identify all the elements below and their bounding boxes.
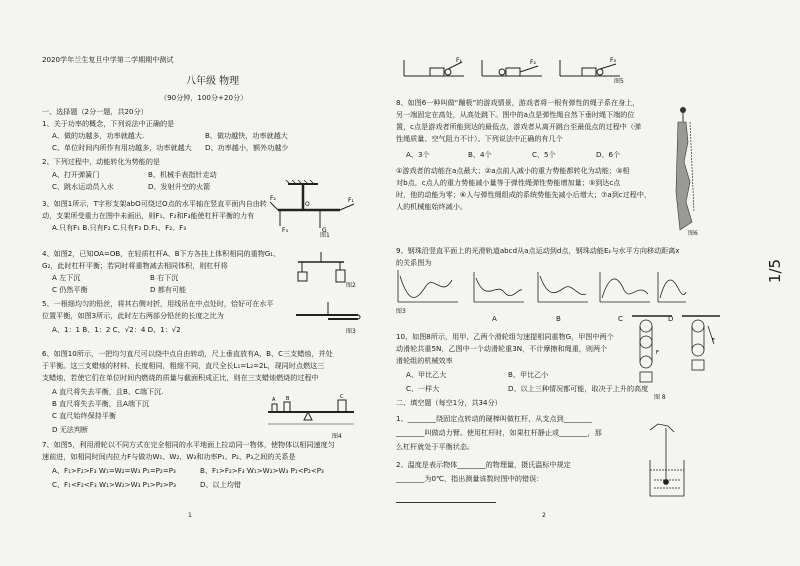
svg-text:A: A	[272, 397, 276, 403]
q1-stem: 1、关于功率的概念，下列说法中正确的是	[42, 119, 175, 128]
q8-option-d: D、6个	[596, 150, 621, 159]
q6-option-a: A 直尺将失去平衡，且B、C端下沉.	[52, 387, 164, 396]
q8-statements-line1: ①游戏者的动能在a点最大；②a点前人减小的重力势能都转化为动能；③相	[396, 166, 630, 175]
fill-q2-answer-blank[interactable]	[396, 501, 496, 503]
exam-subtitle: （90分钟，100分+20分）	[160, 93, 248, 102]
figure-1-t-bracket	[268, 180, 358, 244]
q7-option-d: D、以上均错	[200, 480, 241, 489]
q8-statements-line3: 时，他的动能为零；⑥人与弹性绳组成的系统势能先减小后增大；⑦a到c过程中，	[396, 190, 652, 199]
figure-4-ruler-candles	[262, 392, 358, 432]
figure-2-caption: 图2	[346, 282, 356, 289]
q8-option-c: C、5个	[532, 150, 556, 159]
figure-3-caption: 图3	[346, 328, 356, 335]
q10-stem-line1: 10、如图8所示，用甲、乙两个滑轮组匀速提相同重物G，甲图中两个	[396, 332, 614, 341]
thermometer-beaker-figure	[644, 420, 694, 500]
q7-option-a: A、F₁>F₂>F₃ W₁=W₂=W₃ P₁=P₂=P₃	[52, 466, 176, 475]
q3-stem-line1: 3、如图1所示，T字形支架abO可绕过O点的水平轴在竖直平面内自由转	[42, 199, 267, 208]
q1-option-d: D、功率越小，额外功越少	[205, 143, 289, 152]
svg-text:F₃: F₃	[610, 57, 616, 64]
q9-option-d: D	[668, 314, 674, 323]
q8-stem-line2: 另一端固定在高处，从高处跳下。图中的a点是弹性绳自然下垂时绳下端的位	[396, 110, 635, 119]
figure-6-bungee	[674, 92, 700, 232]
q8-stem-line3: 置，c点是游戏者所能到达的最低点，游戏者从离开跳台至最低点的过程中（弹	[396, 122, 642, 131]
figure-1-caption: 图1	[320, 232, 330, 239]
q4-option-b: B 右下沉	[150, 273, 179, 282]
q10-option-a: A、甲比乙大	[406, 370, 447, 379]
svg-text:F₁: F₁	[456, 57, 462, 64]
q3-stem-line2: 动，支架所受重力在图中未画出，则F₁、F₂和F₃能使杠杆平衡的力有	[42, 211, 255, 220]
q4-option-c: C 仍然平衡	[52, 285, 88, 294]
q8-stem-line1: 8、如图6一种叫做“蹦极”的游戏情景，游戏者将一根有弹性的绳子系在身上，	[396, 98, 640, 107]
fill-q1-line3: 么杠杆就处于平衡状态。	[396, 442, 475, 451]
q2-stem: 2、下列过程中，动能转化为势能的是	[42, 157, 161, 166]
svg-text:O: O	[305, 201, 310, 208]
figure-4-caption: 图4	[332, 433, 342, 440]
figure-8-pulley-systems	[632, 314, 722, 394]
q9-stem-line1: 9、钢珠沿竖直平面上的光滑轨道abcd从a点运动到d点，钢珠动能Eₖ与水平方向移动距离x	[396, 246, 680, 255]
q7-stem-line1: 7、如图5，利用滑轮以不同方式在完全相同的水平地面上拉动同一物体，使物体以相同速度匀	[42, 440, 335, 449]
q4-option-a: A 左下沉	[52, 273, 81, 282]
page-number-2: 2	[542, 512, 546, 519]
q4-option-d: D 都有可能	[150, 285, 187, 294]
q1-option-a: A、做的功越多，功率就越大.	[52, 131, 145, 140]
q9-stem-line2: 的关系图为	[396, 258, 432, 267]
fill-q1-line1: 1、________绕固定点转动的硬棒叫做杠杆，从支点到________	[396, 414, 593, 423]
q2-option-b: B、机械手表指针走动	[148, 170, 217, 179]
svg-text:B: B	[286, 396, 290, 402]
page-1	[0, 0, 392, 566]
q6-option-b: B 直尺将失去平衡，且A端下沉	[52, 399, 150, 408]
q2-option-a: A、打开弹簧门	[52, 170, 100, 179]
q4-stem-line2: G₂，此时杠杆平衡；若同时将重物减去相同体积，则杠杆将	[42, 261, 228, 270]
fill-q2-line2: ________为0℃，指出测量该数时图中的错误：	[396, 474, 544, 483]
q7-stem-line2: 速前进，如相同时间内拉力F与做功W₁、W₂、W₃和功率P₁、P₂、P₃之间的关系是	[42, 452, 296, 461]
q8-option-a: A、3个	[406, 150, 430, 159]
q1-option-c: C、单位时间内所作有用功越多，功率就越大	[52, 143, 192, 152]
q7-option-b: B、F₁>F₂>F₃ W₁>W₂>W₃ P₁<P₂<P₃	[200, 466, 324, 475]
svg-text:F: F	[656, 350, 659, 356]
fill-q1-line2: ________叫做动力臂。使用杠杆时，如果杠杆静止或________，那	[396, 428, 602, 437]
figure-6-caption: 图6	[688, 230, 698, 237]
page-number-1: 1	[188, 512, 192, 519]
page-2	[392, 0, 762, 566]
q6-stem-line3: 支蜡烛，若使它们在单位时间内燃烧的质量与截面积成正比，则在三支蜡烛燃烧的过程中	[42, 373, 319, 382]
page-title: 八年级 物理	[186, 76, 240, 87]
q2-option-c: C、跳水运动员入水	[52, 182, 114, 191]
q10-stem-line3: 滑轮组的机械效率	[396, 356, 453, 365]
q9-option-a: A	[492, 314, 497, 323]
q7-option-c: C、F₁<F₂<F₃ W₁>W₂>W₃ P₁>P₂>P₃	[52, 480, 176, 489]
svg-text:F₂: F₂	[530, 59, 536, 66]
svg-text:F₂: F₂	[270, 195, 276, 202]
q9-option-c: C	[618, 314, 623, 323]
section-1-title: 一、选择题（2分一题，共20分）	[42, 107, 148, 116]
q5-stem-line2: 位置平衡，如图3所示，此时左右两部分铅丝的长度之比为	[42, 311, 224, 320]
q5-stem-line1: 5、一根细均匀的铅丝，将其右侧对折，用线吊在中点处时，恰好可在水平	[42, 299, 274, 308]
q5-options: A、1：1 B、1：2 C、√2：4 D、1：√2	[52, 325, 181, 334]
q2-option-d: D、发射升空的火箭	[148, 182, 211, 191]
q6-stem-line2: 于平衡。这三支蜡烛的材料、长度相同，粗细不同，直尺全长L₁=L₂=2L，现同时点燃这三	[42, 361, 325, 370]
q10-stem-line2: 动滑轮共重5N，乙图中一个动滑轮重3N，不计摩擦和绳重，则两个	[396, 344, 608, 353]
q8-stem-line4: 性绳质量、空气阻力不计）。下列说法中正确的有几个	[396, 134, 563, 143]
exam-header: 2020学年兰生复旦中学第二学期期中测试	[42, 55, 174, 64]
svg-text:F₁: F₁	[348, 197, 354, 204]
q6-option-c: C 直尺始终保持平衡	[52, 411, 116, 420]
q10-option-d: D、以上三种情况都可能，取决于上升的高度	[508, 384, 649, 393]
fill-q2-line1: 2、温度是表示物体________的物理量，摄氏温标中规定	[396, 460, 571, 469]
svg-text:C: C	[340, 394, 344, 400]
q6-option-d: D 无法判断	[52, 425, 89, 434]
figure-8-caption: 图 8	[654, 394, 666, 401]
q4-stem-line1: 4、如图2，已知OA=OB，在轻质杠杆A、B下方各挂上体积相同的重物G₁、	[42, 249, 281, 258]
q8-option-b: B、4个	[468, 150, 492, 159]
svg-text:F: F	[712, 338, 715, 344]
section-2-title: 二、填空题（每空1分，共34分）	[396, 398, 502, 407]
q6-stem-line1: 6、如图10所示，一把均匀直尺可以绕中点自由转动，尺上垂直放有A、B、C三支蜡烛，并处	[42, 349, 333, 358]
figure-5-pulley-setups	[402, 54, 624, 84]
q9-figure-caption: 图3	[396, 308, 406, 315]
figure-3-folded-wire	[292, 300, 362, 330]
svg-text:F₃: F₃	[282, 227, 288, 234]
q8-statements-line4: 人的机械能始终减小。	[396, 202, 467, 211]
svg-text:G: G	[322, 227, 327, 234]
figure-5-caption: 图5	[614, 78, 624, 85]
q3-options: A.只有F₁ B.只有F₂ C.只有F₃ D.F₁、F₂、F₃	[52, 223, 187, 232]
sheet-counter: 1/5	[766, 258, 785, 284]
q1-option-b: B、做功越快，功率就越大	[205, 131, 288, 140]
q9-option-b: B	[556, 314, 561, 323]
q9-track-and-graphs	[396, 268, 686, 312]
figure-2-lever	[290, 248, 350, 290]
q10-option-b: B、甲比乙小	[508, 370, 549, 379]
q8-statements-line2: 对b点，c点人的重力势能减小量等于弹性绳弹性势能增加量；⑤到达c点	[396, 178, 621, 187]
q10-option-c: C、一样大	[406, 384, 440, 393]
